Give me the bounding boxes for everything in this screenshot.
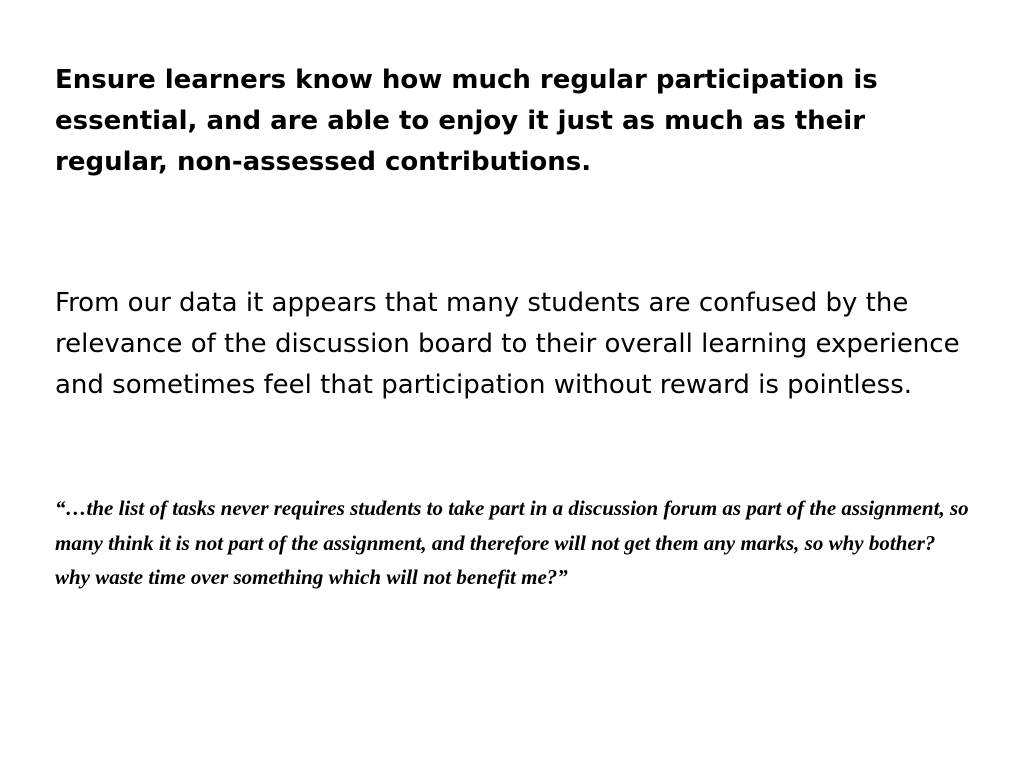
slide-heading: Ensure learners know how much regular participation is essential, and are able to enjoy it just as much as their regular, non-assessed contributions. [55, 65, 878, 177]
student-quote: “…the list of tasks never requires students to take part in a discussion forum as part of the assignment, so many think it is not part of the assignment, and therefore will not get them any marks, so why bother? why waste time over something which will not benefit me?” [55, 496, 969, 589]
body-paragraph: From our data it appears that many students are confused by the relevance of the discussion board to their overall learning experience and sometimes feel that participation without reward is pointless. [55, 288, 960, 400]
